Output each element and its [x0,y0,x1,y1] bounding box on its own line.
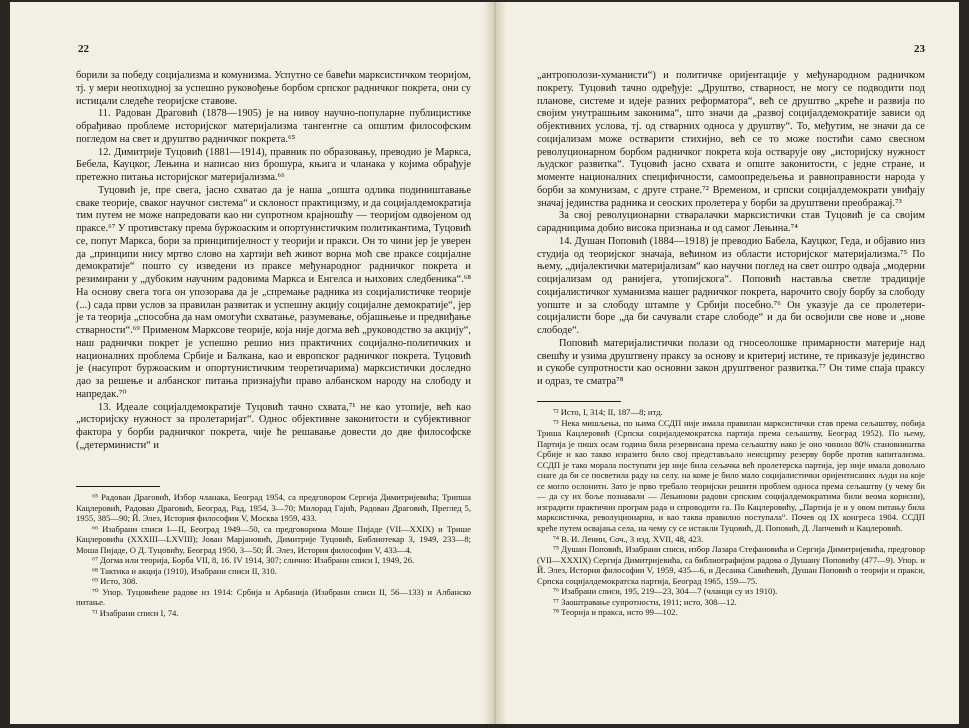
footnote: ⁶⁸ Тактика и акција (1910), Изабрани списи II, 310. [92,565,277,576]
paragraph: борили за победу социјализма и комунизма. Успутно се бавећи марксистичком теоријом, тј. у мери неопходној за успешно руковођење борбом српског радничког покрета, они су истицали следеће теоријске ставове. [76,70,471,107]
footnote: ⁷⁸ Теорија и пракса, исто 99—102. [553,607,678,618]
paragraph: Поповић материјалистички полази од гносеолошке примарности материје над свешћу и узима друштвену праксу за основу и критериј истине, те приказује јединство и сукобе супротности као основни закон друштвеног развитка.⁷⁷ Он тиме спаја праксу и одраз, те сматра⁷⁸ [537,337,925,387]
paragraph: Туцовић је, пре свега, јасно схватао да је наша „општа одлика подиништавање сваке теорије, сваког научног система“ и склоност практицизму, и да социјалдемократија тим путем не може напредовати као ни супротном крајношћу — теоријом одвојеном од праксе.⁶⁷ У противстаку према буржоаским и опортунистичким политикантима, Туцовић се, попут Маркса, бори за принципијелност у теорији и пракси. Он то чини јер је уверен да „принципи нису мртво слово на хартији већ живот ворна моћ све праксе социјалне демократије“ пошто су изведени из праксе међународног радничког покрета и резимирани у „дубоким научним радовима Маркса и Енгелса и њихових следбеника“.⁶⁸ На основу свега тога он упозорава да је „спремање радника из социјалистичке теорије (...) сада први услов за правилан развитак и успешну акцију социјалне демократије“, јер је та теорија „способна да нам омогући схватање, разумевање, објашњење и предвиђање стварности“.⁶⁹ Применом Марксове теорије, која није догма већ „руководство за акцију“, наш раднички покрет је успешно решио низ практичних социјално-политичких и националних проблема Србије и Балкана, као и европског радничког покрета. Туцовић је (насупрот буржоаским и опортунистичким теоретичарима) марксистички доследно дао за решење и албанског питања признајући право албанском народу на слободу и напредак.⁷⁰ [76,184,471,400]
main-text [537,70,925,389]
footnote: ⁷⁴ В. И. Ленин, Соч., 3 изд. XVII, 48, 423. [553,533,704,544]
footnote: ⁷² Исто, I, 314; II, 187—8; итд. [553,407,663,417]
footnote: ⁷³ Нека мишљења, по њима ССДП није имала правилан марксистички став према сељаштву, побија Триша Кацлеровић (Српска социјалдемократска партија према сељаштву, Београд 1952). По њему, Партија је пишх осам година била резервисана према сељаштву иако је оно чинило 80% становништва Србије и као такво изразито било свој представљало неисцрпну резерву борбе против капитализма. ССДП је тако морала поступати јер није била сељачка већ пролетерска партија, јер није имала довољно снаге да би се посветила раду на селу. на коме је било мало социјалистички оријентисаних људи на које се могло ослонити. Зато је прво требало теоријски решити проблем односа према сељаштву (у чему би — да су их боље познавали — Лењинови радови српским социјалдемократима били веома корисни), изградити практични програм рада и спроводити га. По Кацлеровићу, „Партија је и у овом питању била марксистичка, револуционарна, и као таква правилно поступала“. Почев од IX конгреса 1904. ССДП креће путем освајања села, на чему су се истакли Туцовић, Д. Поповић, Д. Лапчевић и Кацлеровић. [537,417,925,534]
footnote: ⁷¹ Изабрани списи I, 74. [92,608,179,619]
paragraph: 12. Димитрије Туцовић (1881—1914), правник по образовању, преводио је Маркса, Бебела, Кауцког, Лењина и написао низ брошура, књига и чланака у којима обрађује претежно питања историјског материјализма.⁶⁶ [76,146,471,183]
footnote: ⁶⁵ Радован Драговић, Избор чланака, Београд 1954, са предговором Сергија Димитријевића; Трипша Кацлеровић, Радован Драговић, Београд, Рад, 1954, 3—70; Милорад Гајић, Радован Драговић, Преглед 5, 1955, 385—90; Й. Элез, История философии V, Москва 1959, 433. [76,492,471,524]
main-text [76,70,471,453]
page-number: 23 [914,43,925,55]
footnote: ⁶⁹ Исто, 308. [92,576,138,587]
footnote: ⁷⁰ Упор. Туцовићеве радове из 1914: Србија и Арбанија (Изабрани списи II, 56—133) и Албанско питање. [76,586,471,608]
footnote: ⁷⁷ Заоштравање супротности, 1911; исто, 308—12. [553,596,737,607]
paragraph: 13. Идеале социјалдемократије Туцовић тачно схвата,⁷¹ не као утопије, већ као „историјску нужност за пролетаријат“. Однос објективне законитости и субјективног фактора у борби радничког покрета, чије ће решавање довести до две философске („детерминисти“ и [76,401,471,451]
footnotes [76,492,471,619]
paragraph: 11. Радован Драговић (1878—1905) је на нивоу научно-популарне публицистике обрађивао проблеме историјског материјализма тангентне са општим философским погледом на свет и друштво радничког покрета.⁶⁵ [76,108,471,145]
footnotes [537,407,925,618]
page-number: 22 [78,43,89,55]
left-page [76,2,471,724]
footnote: ⁶⁷ Догма или теорија, Борба VII, 8, 16. IV 1914, 307; слично: Изабрани списи I, 1949, 26. [92,555,415,566]
footnote: ⁶⁶ Изабрани списи I—II, Београд 1949—50, са предговорима Моше Пијаде (VII—XXIX) и Трише Кацлеровића (XXXIII—LXVIII); Јован Марјановић, Димитрије Туцовић, Библиотекар 3, 1949, 233—8; Моша Пијаде, О Д. Туцовићу, Београд 1950, 3—50; Й. Элез, История философии V, 433—4. [76,523,471,555]
paragraph: „антрополози-хуманисти“) и политичке оријентације у међународном радничком покрету. Туцовић тачно одређује: „Друштво, стварност, не могу се подводити под планове, системе и идеје разних реформатора“, већ се друштво „креће и развија по својим унутрашњим законима“, што значи да „развој социјалдемократије зависи од објективних услова, тј. од стварних односа у друштву“. То, међутим, не значи да се социјализам може остварити стихијно, већ се то може постићи само свесном револуционарном борбом радничког покрета која остварује ову „историјску нужност људског развитка“. Туцовић јасно схвата и опште законитости, с једне стране, и моменте националних специфичности, самоопредељења и равноправности народа у борби за комунизам, с друге стране.⁷² Временом, и српски социјалдемократи увиђају значај јединства радника и сеоских пролетера у борби за друштвени преображај.⁷³ [537,70,925,209]
footnote-rule [537,401,621,402]
right-page [537,2,925,724]
footnote: ⁷⁵ Душан Поповић, Изабрани списи, избор Лазара Стефановића и Сергија Димитријевића, предговор (VII—XXXIX) Сергија Димитријевића, са библиографијом радова о Душану Поповићу (477—9). Упор. и Й. Элез, История философии V, 1959, 435—6, и Десанка Савићевић, Душан Поповић о теорији и пракси, Српска социјалдемократска партија, Београд 1965, 159—75. [537,544,925,586]
footnote-rule [76,486,160,487]
paragraph: За свој револуционарни стваралачки марксистички став Туцовић је са својим сарадницима добио висока признања и од самог Лењина.⁷⁴ [537,210,925,234]
book-gutter [483,2,507,724]
paragraph: 14. Душан Поповић (1884—1918) је преводио Бабела, Кауцког, Геда, и објавио низ студија од теоријског значаја, већином из области историјског материјализма.⁷⁵ По њему, „дијалектички материјализам“ као научни поглед на свет оштро одваја „модерни социјализам од ранијега, утопијскога“. Поповић наставља светле традиције социјалистичког хуманизма нашег радничког покрета, нарочито своју борбу за слободу уопште и за слободу штампе у Србији посебно.⁷⁶ Он указује да се пролетери-социјалисти боре „да би сачували старе слободе“ и да би освојили све нове и „нове слободе“. [537,235,925,336]
book-spread [10,2,959,724]
footnote: ⁷⁶ Изабрани списи, 195, 219—23, 304—7 (чланци су из 1910). [553,586,778,597]
